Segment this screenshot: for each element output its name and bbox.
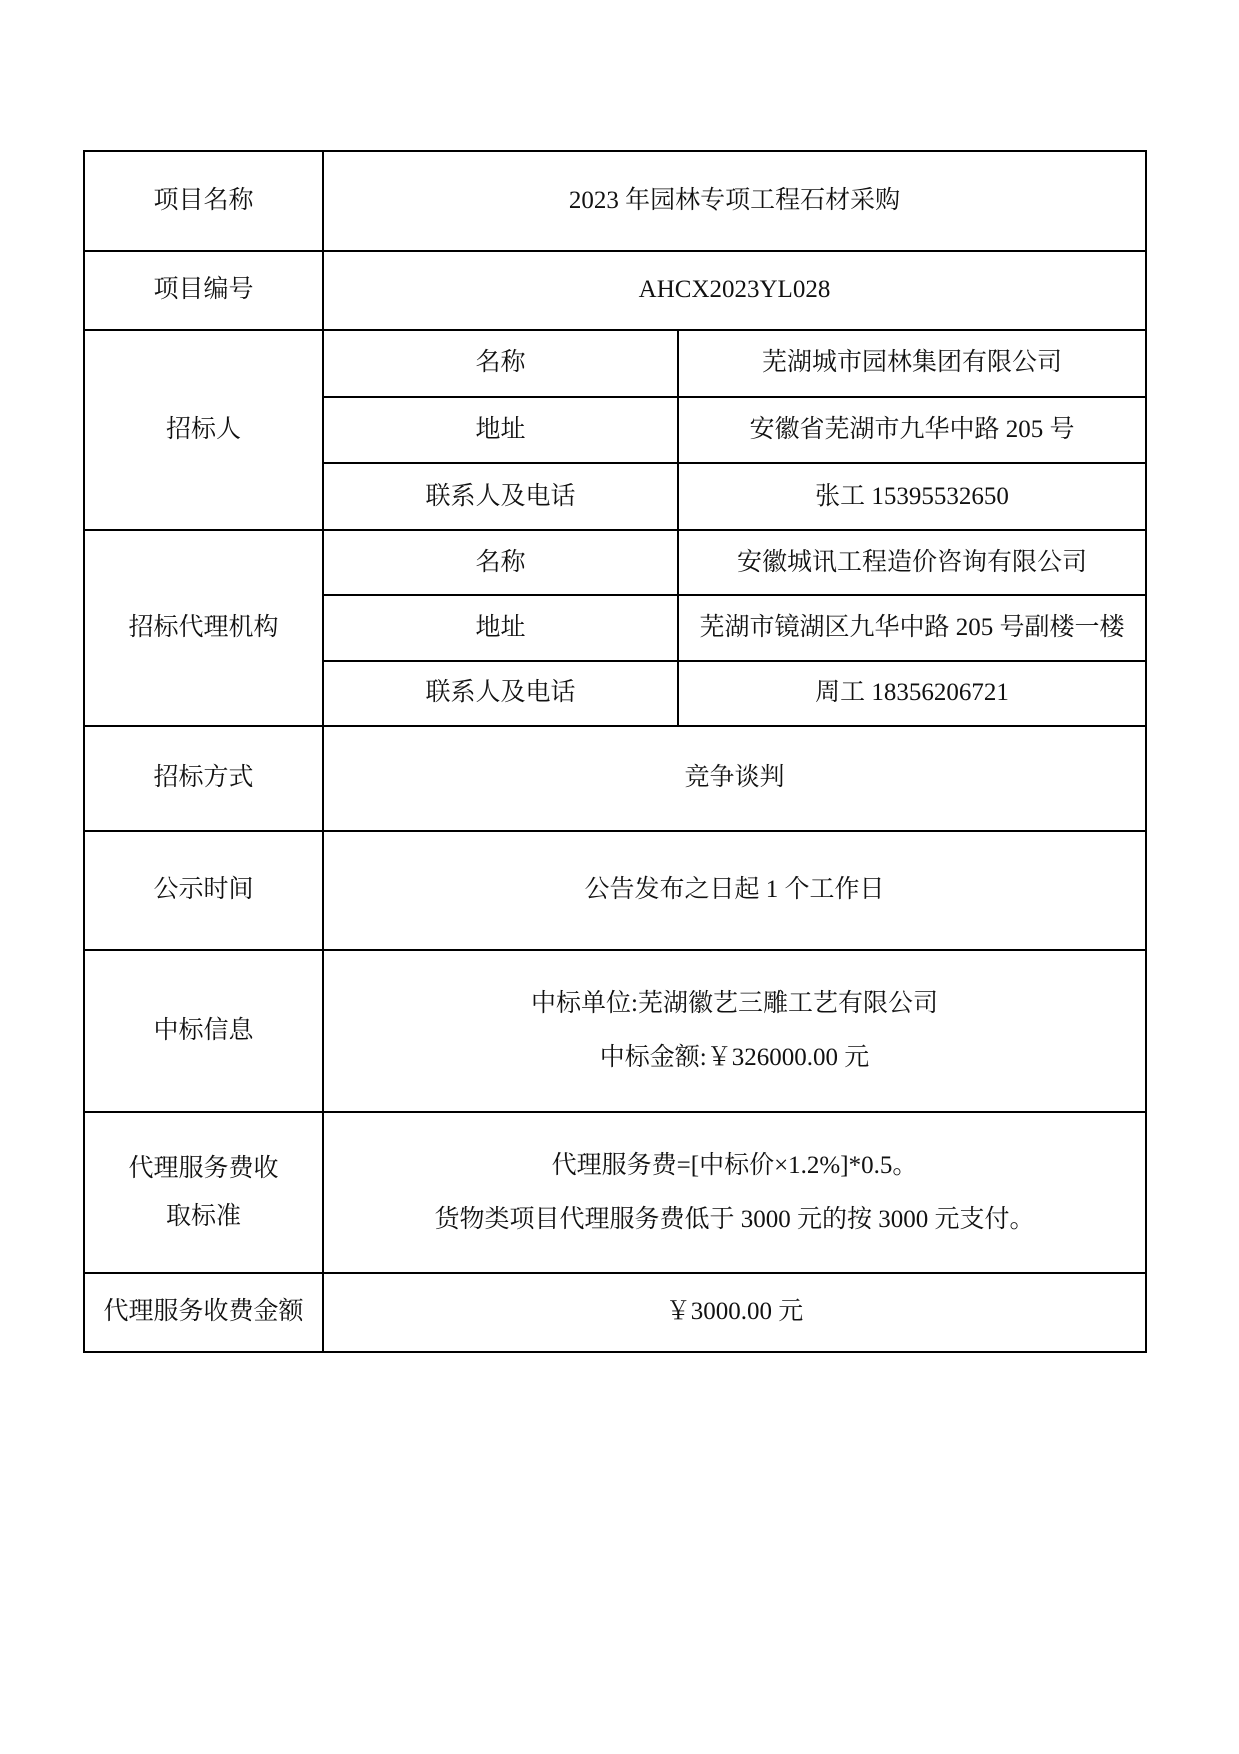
project-number-value: AHCX2023YL028 <box>322 252 1145 329</box>
tenderer-contact-row <box>322 462 1145 529</box>
tender-method-label: 招标方式 <box>153 764 254 792</box>
agency-address-value: 芜湖市镜湖区九华中路 205 号副楼一楼 <box>677 596 1145 659</box>
row-agency-group <box>85 529 1145 725</box>
tenderer-address-value: 安徽省芜湖市九华中路 205 号 <box>677 398 1145 463</box>
agency-name-row <box>322 531 1145 594</box>
row-agency-fee-amount <box>85 1272 1145 1351</box>
project-number-label: 项目编号 <box>153 276 254 304</box>
tenderer-name-key: 名称 <box>322 331 677 396</box>
tenderer-contact-value: 张工 15395532650 <box>677 464 1145 529</box>
row-tender-method <box>85 725 1145 830</box>
agency-name-value: 安徽城讯工程造价咨询有限公司 <box>677 531 1145 594</box>
agency-contact-value: 周工 18356206721 <box>677 662 1145 725</box>
tenderer-subrows <box>322 331 1145 529</box>
agency-address-key: 地址 <box>322 596 677 659</box>
tenderer-address-row <box>322 396 1145 463</box>
agency-subrows <box>322 531 1145 725</box>
agency-fee-amount-value: ￥3000.00 元 <box>322 1274 1145 1351</box>
award-amount-line: 中标金额:￥326000.00 元 <box>599 1044 870 1071</box>
agency-label: 招标代理机构 <box>128 613 279 641</box>
tenderer-address-key: 地址 <box>322 398 677 463</box>
row-project-name <box>85 152 1145 250</box>
fee-minimum-line: 货物类项目代理服务费低于 3000 元的按 3000 元支付。 <box>434 1205 1035 1233</box>
row-award-info <box>85 949 1145 1111</box>
project-name-value: 2023 年园林专项工程石材采购 <box>322 152 1145 250</box>
agency-name-key: 名称 <box>322 531 677 594</box>
publicity-period-label: 公示时间 <box>153 876 254 904</box>
award-info-value <box>322 951 1145 1111</box>
fee-formula-line: 代理服务费=[中标价×1.2%]*0.5。 <box>551 1151 918 1179</box>
row-agency-fee-standard <box>85 1111 1145 1272</box>
agency-fee-amount-label: 代理服务收费金额 <box>103 1298 304 1326</box>
award-info-label: 中标信息 <box>153 1016 254 1044</box>
publicity-period-value: 公告发布之日起 1 个工作日 <box>322 832 1145 949</box>
row-publicity-period <box>85 830 1145 949</box>
award-winner-line: 中标单位:芜湖徽艺三雕工艺有限公司 <box>531 990 938 1017</box>
agency-contact-key: 联系人及电话 <box>322 662 677 725</box>
project-name-label: 项目名称 <box>153 186 254 214</box>
agency-fee-standard-value <box>322 1113 1145 1272</box>
row-tenderer-group <box>85 329 1145 529</box>
row-project-number <box>85 250 1145 329</box>
agency-address-row <box>322 594 1145 659</box>
tenderer-name-row <box>322 331 1145 396</box>
tenderer-contact-key: 联系人及电话 <box>322 464 677 529</box>
tenderer-label: 招标人 <box>165 415 241 443</box>
tender-announcement-table <box>83 150 1147 1353</box>
agency-contact-row <box>322 660 1145 725</box>
tender-method-value: 竞争谈判 <box>322 727 1145 830</box>
agency-fee-standard-label: 代理服务费收取标准 <box>128 1155 279 1230</box>
tenderer-name-value: 芜湖城市园林集团有限公司 <box>677 331 1145 396</box>
